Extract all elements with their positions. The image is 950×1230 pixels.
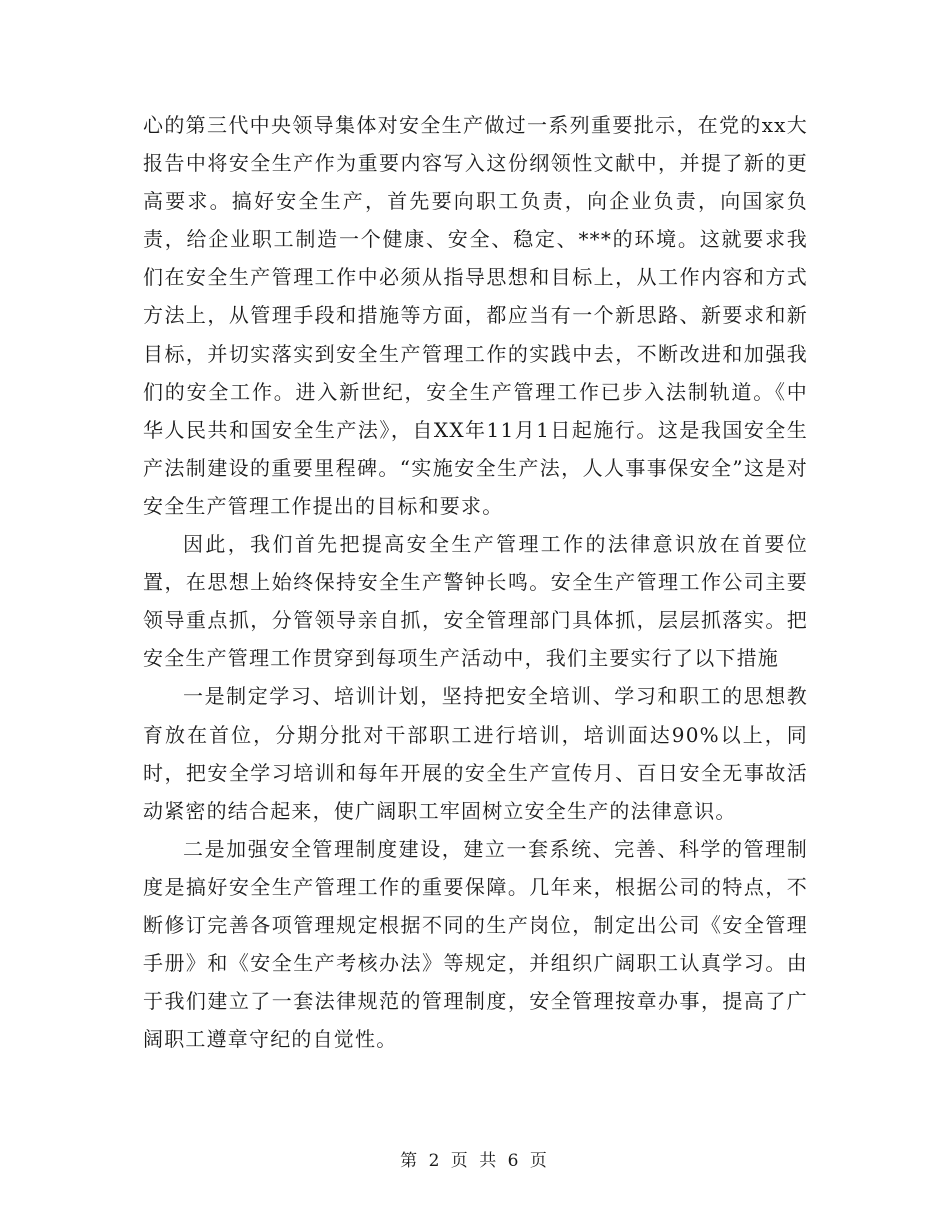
page-number-footer: 第 2 页 共 6 页 [400,1151,550,1171]
paragraph-4: 二是加强安全管理制度建设，建立一套系统、完善、科学的管理制度是搞好安全生产管理工作的重要保障。几年来，根据公司的特点，不断修订完善各项管理规定根据不同的生产岗位，制定出公司《安全管理手册》和《安全生产考核办法》等规定，并组织广阔职工认真学习。由于我们建立了一套法律规范的管理制度，安全管理按章办事，提高了广阔职工遵章守纪的自觉性。 [143,836,808,1052]
paragraph-2: 因此，我们首先把提高安全生产管理工作的法律意识放在首要位置，在思想上始终保持安全生产警钟长鸣。安全生产管理工作公司主要领导重点抓，分管领导亲自抓，安全管理部门具体抓，层层抓落实。把安全生产管理工作贯穿到每项生产活动中，我们主要实行了以下措施 [143,532,808,671]
paragraph-3: 一是制定学习、培训计划，坚持把安全培训、学习和职工的思想教育放在首位，分期分批对干部职工进行培训，培训面达90%以上，同时，把安全学习培训和每年开展的安全生产宣传月、百日安全无事故活动紧密的结合起来，使广阔职工牢固树立安全生产的法律意识。 [143,684,808,823]
paragraph-1: 心的第三代中央领导集体对安全生产做过一系列重要批示，在党的xx大报告中将安全生产作为重要内容写入这份纲领性文献中，并提了新的更高要求。搞好安全生产，首先要向职工负责，向企业负责，向国家负责，给企业职工制造一个健康、安全、稳定、***的环境。这就要求我们在安全生产管理工作中必须从指导思想和目标上，从工作内容和方式方法上，从管理手段和措施等方面，都应当有一个新思路、新要求和新目标，并切实落实到安全生产管理工作的实践中去，不断改进和加强我们的安全工作。进入新世纪，安全生产管理工作已步入法制轨道。《中华人民共和国安全生产法》，自XX年11月1日起施行。这是我国安全生产法制建设的重要里程碑。“实施安全生产法，人人事事保安全”这是对安全生产管理工作提出的目标和要求。 [143,113,808,518]
document-body [143,106,808,1058]
